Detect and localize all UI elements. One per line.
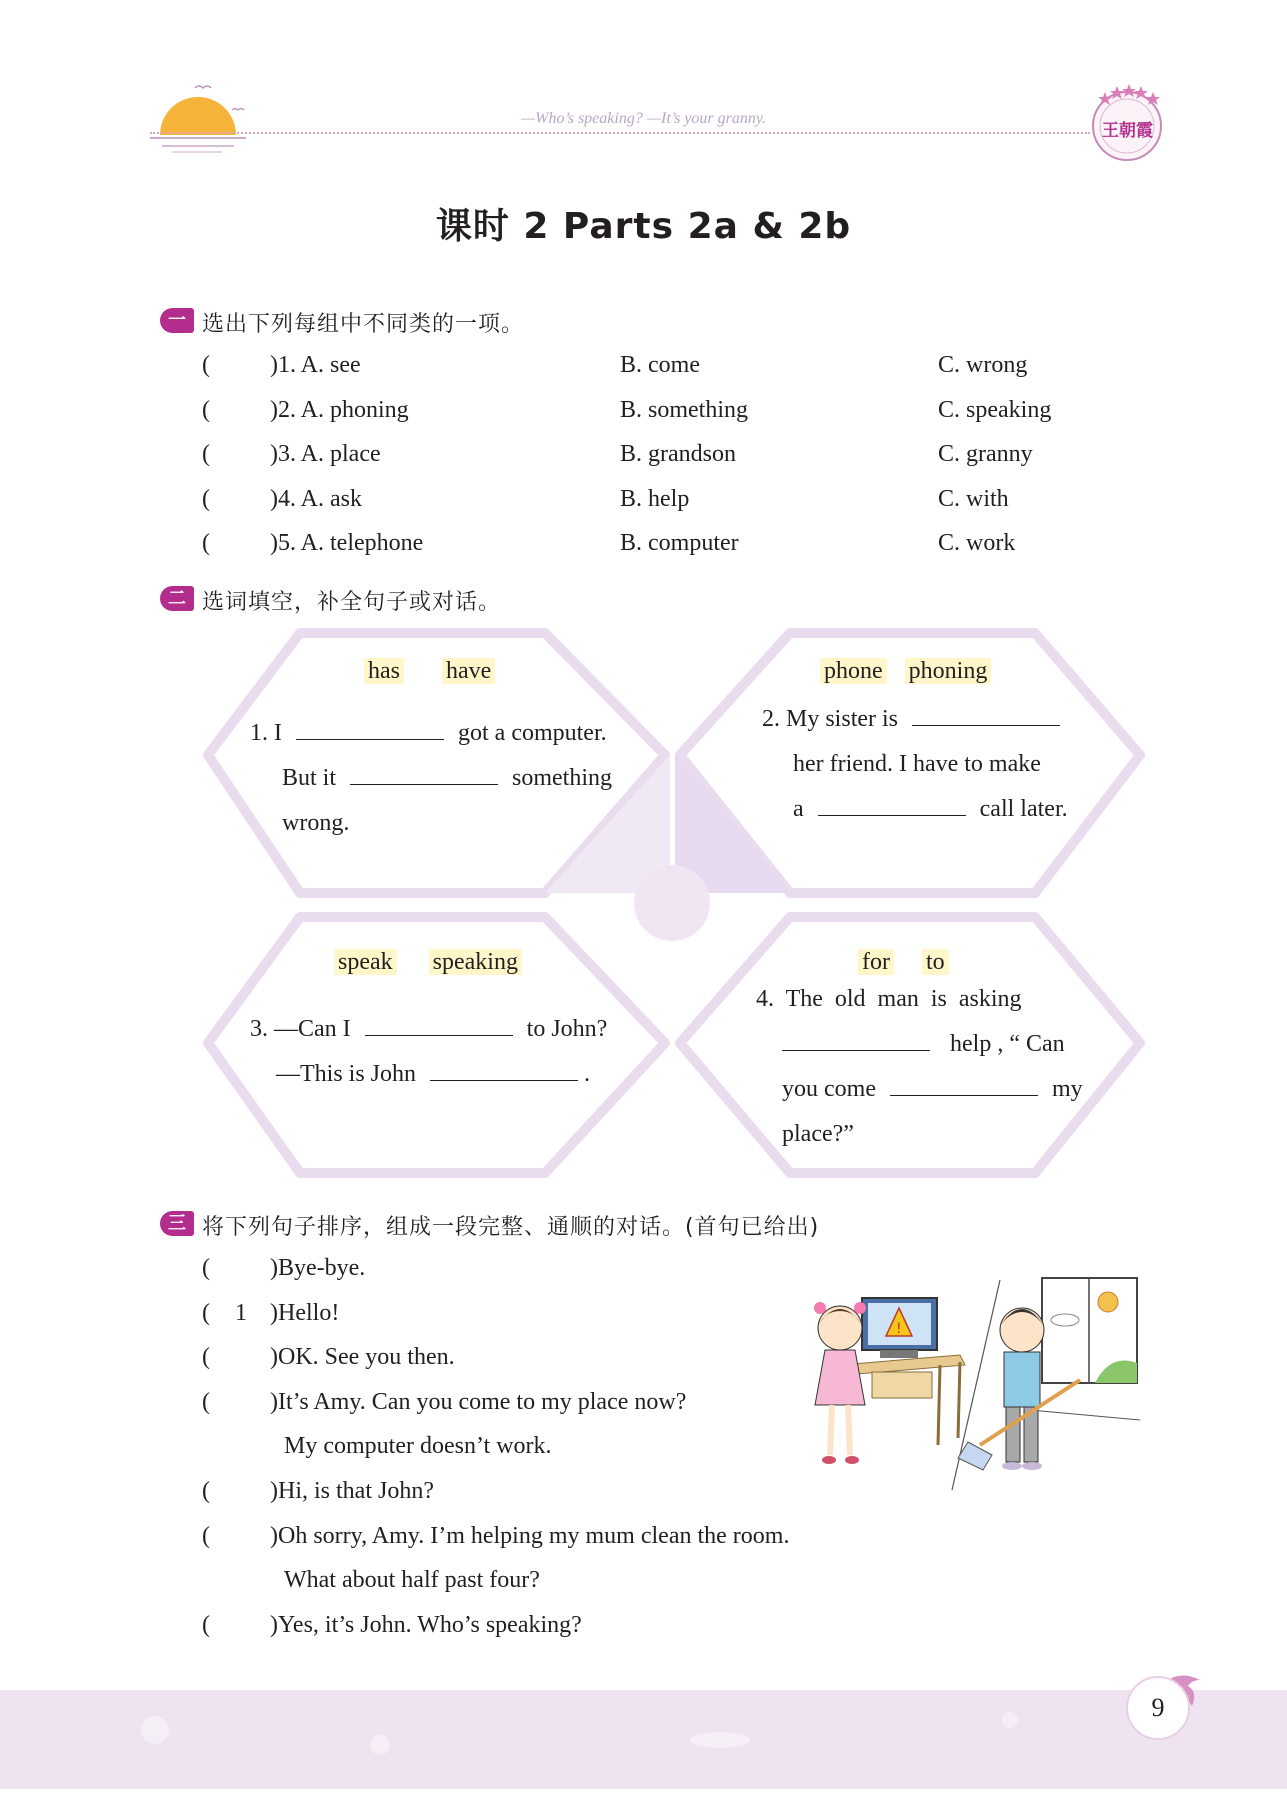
q2-text: a: [793, 796, 804, 822]
q4-text: help , “ Can: [950, 1031, 1065, 1057]
sentence-text: )Hello!: [270, 1300, 340, 1326]
q2-line1: [762, 706, 1060, 733]
q4-text: my: [1051, 1076, 1083, 1102]
answer-paren: (: [202, 397, 210, 423]
q1-text: But it: [282, 765, 337, 791]
q4-line2: [782, 1031, 1065, 1058]
word-option: to: [922, 949, 949, 975]
answer-paren: (: [202, 1300, 210, 1326]
answer-paren: (: [202, 1255, 210, 1281]
svg-text:!: !: [896, 1321, 902, 1337]
sentence-text: My computer doesn’t work.: [284, 1433, 552, 1459]
sentence-text: What about half past four?: [284, 1567, 540, 1593]
sentence-text: )Bye-bye.: [270, 1255, 366, 1281]
q2-text: call later.: [979, 796, 1068, 822]
answer-blank[interactable]: [430, 1080, 578, 1081]
q1-line1: [250, 720, 607, 747]
answer-blank[interactable]: [365, 1035, 513, 1036]
q3-text: to John?: [526, 1016, 608, 1042]
q2-line2: her friend. I have to make: [793, 751, 1041, 777]
list-item: [202, 1255, 366, 1282]
option-b: B. come: [620, 352, 700, 378]
sentence-text: )OK. See you then.: [270, 1344, 455, 1370]
option-a: )3. A. place: [270, 441, 381, 467]
list-item: [202, 486, 1102, 513]
q4-line4: place?”: [782, 1121, 854, 1147]
answer-paren: (: [202, 1478, 210, 1504]
answer-paren: (: [202, 530, 210, 556]
q1-options: [364, 658, 495, 685]
option-c: C. with: [938, 486, 1009, 512]
word-option: for: [858, 949, 894, 975]
q4-text: you come: [782, 1076, 876, 1102]
q3-text: 3. —Can I: [250, 1016, 351, 1042]
answer-paren: (: [202, 441, 210, 467]
option-c: C. speaking: [938, 397, 1052, 423]
list-item: [202, 530, 1102, 557]
q4-options: [858, 949, 949, 976]
option-b: B. something: [620, 397, 749, 423]
header-divider: [150, 132, 1090, 134]
publisher-logo: [1085, 80, 1170, 165]
section2-heading: 选词填空，补全句子或对话。: [202, 590, 502, 615]
option-c: C. granny: [938, 441, 1033, 467]
answer-paren: (: [202, 1344, 210, 1370]
list-item: [202, 397, 1102, 424]
answer-paren: (: [202, 1389, 210, 1415]
section2-badge: 二: [160, 586, 194, 611]
sentence-text: )Yes, it’s John. Who’s speaking?: [270, 1612, 582, 1638]
list-item: [202, 1523, 790, 1550]
answer-blank[interactable]: [912, 725, 1060, 726]
answer-paren: (: [202, 486, 210, 512]
section1-heading: 选出下列每组中不同类的一项。: [202, 312, 525, 337]
q4-line3: [782, 1076, 1083, 1103]
answer-blank[interactable]: [818, 815, 966, 816]
option-a: )1. A. see: [270, 352, 361, 378]
q1-line2: [282, 765, 612, 792]
option-b: B. help: [620, 486, 690, 512]
answer-paren: (: [202, 1612, 210, 1638]
section1-badge: 一: [160, 308, 194, 333]
section3-heading: 将下列句子排序，组成一段完整、通顺的对话。(首句已给出): [202, 1215, 820, 1240]
answer-paren: (: [202, 1523, 210, 1549]
page-number: 9: [1126, 1676, 1190, 1740]
q1-text: got a computer.: [458, 720, 607, 746]
list-item: [202, 1612, 582, 1639]
section3-badge: 三: [160, 1211, 194, 1236]
list-item: [202, 441, 1102, 468]
list-item: [202, 1300, 340, 1327]
word-option: phone: [820, 658, 887, 684]
word-option: phoning: [905, 658, 992, 684]
option-b: B. grandson: [620, 441, 736, 467]
q3-options: [334, 949, 522, 976]
option-a: )5. A. telephone: [270, 530, 424, 556]
answer-paren: (: [202, 352, 210, 378]
q3-line2: [276, 1061, 590, 1088]
list-item: [202, 352, 1102, 379]
word-option: have: [442, 658, 495, 684]
option-b: B. computer: [620, 530, 739, 556]
phone-call-illustration: [800, 1270, 1145, 1495]
option-a: )2. A. phoning: [270, 397, 409, 423]
sentence-text: )It’s Amy. Can you come to my place now?: [270, 1389, 687, 1415]
word-option: speaking: [429, 949, 522, 975]
option-c: C. wrong: [938, 352, 1028, 378]
list-item: [202, 1389, 687, 1416]
q1-text: something: [512, 765, 613, 791]
list-item: [202, 1478, 434, 1505]
option-c: C. work: [938, 530, 1016, 556]
q1-line3: wrong.: [282, 810, 350, 836]
answer-value: 1: [235, 1300, 247, 1326]
publisher-logo-text: 王朝霞: [1102, 121, 1153, 141]
option-a: )4. A. ask: [270, 486, 362, 512]
answer-blank[interactable]: [890, 1095, 1038, 1096]
q1-text: 1. I: [250, 720, 282, 746]
q4-line1: 4. The old man is asking: [756, 986, 1022, 1012]
sentence-text: )Hi, is that John?: [270, 1478, 434, 1504]
q2-options: [820, 658, 991, 685]
q2-line3: [793, 796, 1068, 823]
q2-text: 2. My sister is: [762, 706, 899, 732]
q3-text: —This is John: [276, 1061, 417, 1087]
sentence-text: )Oh sorry, Amy. I’m helping my mum clean the room.: [270, 1523, 790, 1549]
answer-blank[interactable]: [350, 784, 498, 785]
list-item: [202, 1344, 455, 1371]
answer-blank[interactable]: [296, 739, 444, 740]
word-option: speak: [334, 949, 397, 975]
header-tagline: —Who’s speaking? —It’s your granny.: [520, 110, 767, 127]
answer-blank[interactable]: [782, 1050, 930, 1051]
page-title: 课时 2 Parts 2a & 2b: [435, 206, 852, 247]
q3-text: .: [584, 1061, 591, 1087]
footer-band: [0, 1690, 1287, 1789]
q3-line1: [250, 1016, 607, 1043]
word-option: has: [364, 658, 404, 684]
